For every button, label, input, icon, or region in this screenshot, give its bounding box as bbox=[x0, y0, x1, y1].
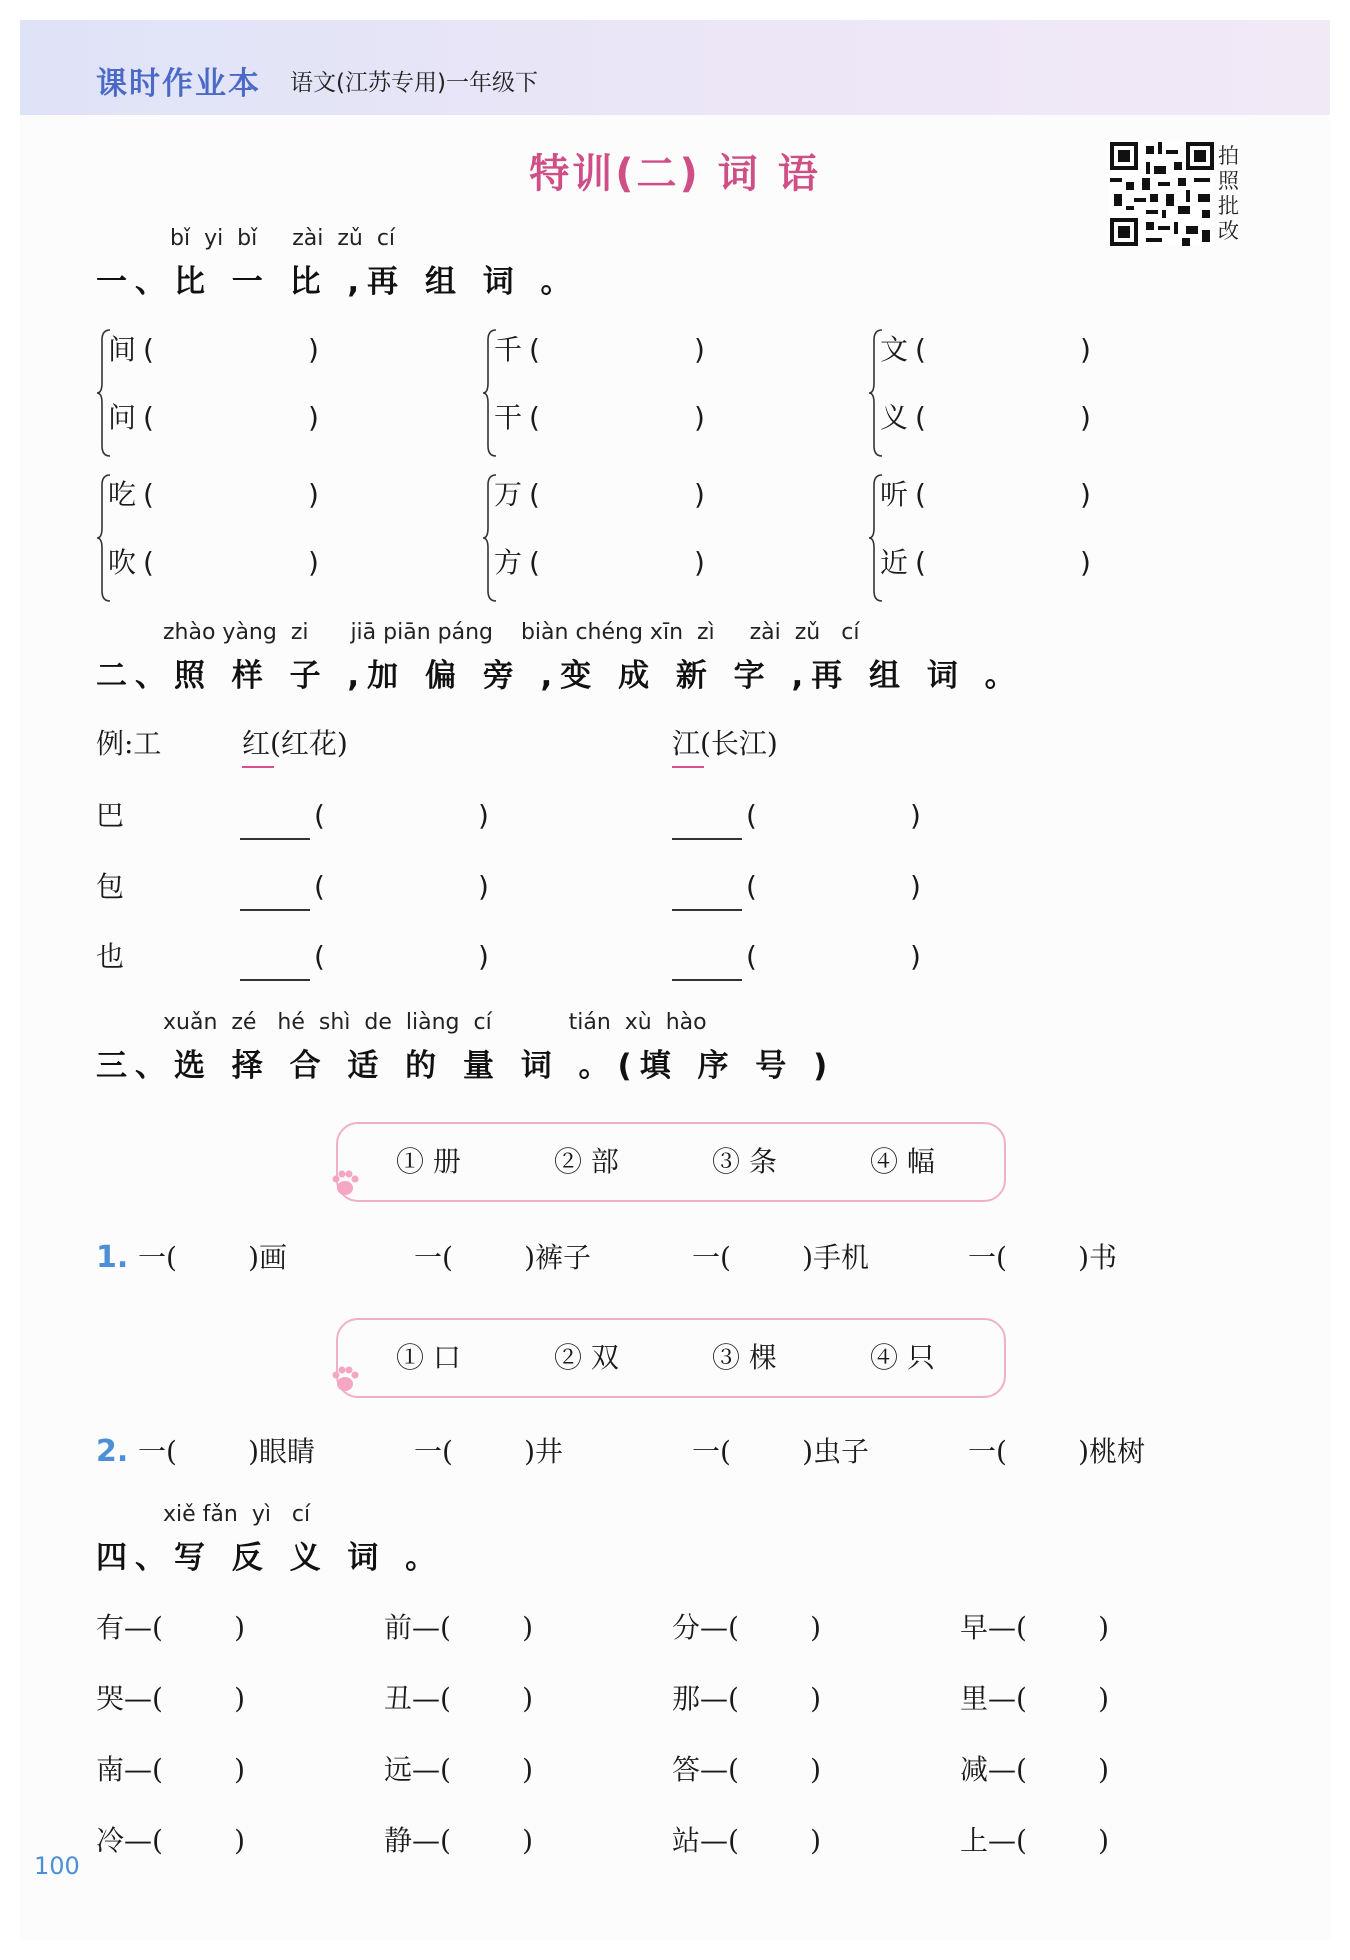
right-paren: ) bbox=[308, 478, 319, 511]
compare-char: 吃 bbox=[108, 478, 137, 511]
compare-line[interactable] bbox=[108, 330, 428, 370]
compare-char: 义 bbox=[880, 401, 909, 434]
qr-code-icon[interactable] bbox=[1110, 142, 1214, 246]
antonym-char: 远 bbox=[384, 1753, 413, 1786]
left-paren: ( bbox=[143, 333, 154, 366]
compare-line[interactable] bbox=[880, 398, 1200, 438]
answer-blank[interactable] bbox=[672, 838, 742, 840]
base-char: 也 bbox=[96, 940, 125, 973]
right-paren: ) bbox=[478, 870, 489, 903]
compare-pair bbox=[482, 473, 812, 603]
options-box-2 bbox=[336, 1318, 1006, 1398]
book-brand: 课时作业本 bbox=[96, 66, 261, 102]
compare-pair bbox=[868, 328, 1198, 458]
right-paren: ) bbox=[308, 546, 319, 579]
antonym-char: 冷 bbox=[96, 1824, 125, 1857]
compare-char: 问 bbox=[108, 401, 137, 434]
right-paren: ) bbox=[910, 799, 921, 832]
left-paren: ( bbox=[915, 333, 926, 366]
right-paren: ) bbox=[1080, 546, 1091, 579]
question-1-item[interactable]: 一( )手机 bbox=[692, 1241, 870, 1274]
question-1-item[interactable]: 一( )画 bbox=[138, 1241, 288, 1274]
right-paren: ) bbox=[694, 401, 705, 434]
left-paren: ( bbox=[746, 940, 757, 973]
antonym-item[interactable] bbox=[672, 1608, 821, 1648]
antonym-blank[interactable]: —( ) bbox=[988, 1824, 1110, 1857]
left-paren: ( bbox=[314, 799, 325, 832]
antonym-item[interactable] bbox=[672, 1750, 821, 1790]
question-1-number: 1. bbox=[96, 1240, 129, 1275]
compare-pair bbox=[96, 473, 426, 603]
compare-char: 干 bbox=[494, 401, 523, 434]
antonym-blank[interactable]: —( ) bbox=[412, 1682, 534, 1715]
antonym-blank[interactable]: —( ) bbox=[124, 1611, 246, 1644]
left-paren: ( bbox=[746, 799, 757, 832]
right-paren: ) bbox=[694, 478, 705, 511]
section2-pinyin: zhào yàng zi jiā piān páng biàn chéng xīn zì zài zǔ cí bbox=[163, 620, 860, 645]
option-1: ① 册 bbox=[396, 1145, 461, 1178]
right-paren: ) bbox=[910, 940, 921, 973]
book-subject: 语文(江苏专用)一年级下 bbox=[290, 70, 538, 96]
antonym-blank[interactable]: —( ) bbox=[988, 1682, 1110, 1715]
compare-char: 万 bbox=[494, 478, 523, 511]
example-word-1: 红(红花) bbox=[242, 727, 348, 760]
antonym-blank[interactable]: —( ) bbox=[700, 1611, 822, 1644]
section1-pinyin: bǐ yi bǐ zài zǔ cí bbox=[170, 226, 396, 251]
base-char: 包 bbox=[96, 870, 125, 903]
antonym-item[interactable] bbox=[384, 1679, 533, 1719]
antonym-char: 丑 bbox=[384, 1682, 413, 1715]
left-paren: ( bbox=[314, 870, 325, 903]
antonym-char: 分 bbox=[672, 1611, 701, 1644]
compare-line[interactable] bbox=[108, 543, 428, 583]
compare-char: 间 bbox=[108, 333, 137, 366]
options-box-1 bbox=[336, 1122, 1006, 1202]
compare-line[interactable] bbox=[880, 330, 1200, 370]
left-paren: ( bbox=[915, 546, 926, 579]
left-paren: ( bbox=[143, 546, 154, 579]
left-paren: ( bbox=[314, 940, 325, 973]
antonym-char: 答 bbox=[672, 1753, 701, 1786]
antonym-item[interactable] bbox=[96, 1608, 245, 1648]
right-paren: ) bbox=[478, 799, 489, 832]
antonym-item[interactable] bbox=[960, 1750, 1109, 1790]
right-paren: ) bbox=[694, 333, 705, 366]
compare-line[interactable] bbox=[494, 543, 814, 583]
option-1: ① 口 bbox=[396, 1341, 461, 1374]
antonym-item[interactable] bbox=[672, 1821, 821, 1861]
compare-pair bbox=[96, 328, 426, 458]
compare-char: 千 bbox=[494, 333, 523, 366]
antonym-char: 南 bbox=[96, 1753, 125, 1786]
antonym-blank[interactable]: —( ) bbox=[700, 1753, 822, 1786]
answer-blank[interactable] bbox=[240, 979, 310, 981]
option-2: ② 部 bbox=[554, 1145, 619, 1178]
right-paren: ) bbox=[478, 940, 489, 973]
antonym-char: 那 bbox=[672, 1682, 701, 1715]
left-paren: ( bbox=[915, 401, 926, 434]
antonym-item[interactable] bbox=[672, 1679, 821, 1719]
compare-char: 方 bbox=[494, 546, 523, 579]
question-2-item[interactable]: 一( )虫子 bbox=[692, 1435, 870, 1468]
antonym-item[interactable] bbox=[960, 1821, 1109, 1861]
antonym-char: 前 bbox=[384, 1611, 413, 1644]
left-paren: ( bbox=[143, 401, 154, 434]
compare-char: 近 bbox=[880, 546, 909, 579]
antonym-char: 上 bbox=[960, 1824, 989, 1857]
antonym-item[interactable] bbox=[960, 1608, 1109, 1648]
antonym-blank[interactable]: —( ) bbox=[124, 1682, 246, 1715]
section4-heading: 四、写 反 义 词 。 bbox=[96, 1540, 445, 1576]
antonym-blank[interactable]: —( ) bbox=[124, 1753, 246, 1786]
antonym-char: 静 bbox=[384, 1824, 413, 1857]
compare-line[interactable] bbox=[108, 475, 428, 515]
example-word-2: 江(长江) bbox=[672, 727, 778, 760]
section4-pinyin: xiě fǎn yì cí bbox=[163, 1502, 311, 1527]
compare-pair bbox=[868, 473, 1198, 603]
answer-blank[interactable] bbox=[672, 909, 742, 911]
section3-pinyin: xuǎn zé hé shì de liàng cí tián xù hào bbox=[163, 1010, 707, 1035]
antonym-item[interactable] bbox=[384, 1608, 533, 1648]
answer-blank[interactable] bbox=[240, 909, 310, 911]
compare-line[interactable] bbox=[880, 475, 1200, 515]
compare-line[interactable] bbox=[494, 330, 814, 370]
antonym-char: 有 bbox=[96, 1611, 125, 1644]
right-paren: ) bbox=[308, 333, 319, 366]
option-2: ② 双 bbox=[554, 1341, 619, 1374]
left-paren: ( bbox=[529, 333, 540, 366]
paw-icon bbox=[330, 1364, 360, 1394]
right-paren: ) bbox=[1080, 478, 1091, 511]
question-2-item[interactable]: 一( )井 bbox=[414, 1435, 564, 1468]
compare-char: 文 bbox=[880, 333, 909, 366]
antonym-item[interactable] bbox=[96, 1750, 245, 1790]
left-paren: ( bbox=[143, 478, 154, 511]
question-2-number: 2. bbox=[96, 1434, 129, 1469]
left-paren: ( bbox=[746, 870, 757, 903]
paw-icon bbox=[330, 1168, 360, 1198]
option-4: ④ 只 bbox=[870, 1341, 935, 1374]
antonym-item[interactable] bbox=[96, 1821, 245, 1861]
antonym-blank[interactable]: —( ) bbox=[988, 1611, 1110, 1644]
antonym-item[interactable] bbox=[96, 1679, 245, 1719]
compare-char: 听 bbox=[880, 478, 909, 511]
option-3: ③ 条 bbox=[712, 1145, 777, 1178]
antonym-blank[interactable]: —( ) bbox=[988, 1753, 1110, 1786]
qr-label: 拍照批改 bbox=[1218, 144, 1239, 243]
compare-line[interactable] bbox=[880, 543, 1200, 583]
answer-blank[interactable] bbox=[672, 979, 742, 981]
antonym-char: 早 bbox=[960, 1611, 989, 1644]
antonym-item[interactable] bbox=[384, 1750, 533, 1790]
left-paren: ( bbox=[529, 478, 540, 511]
example-underline-1 bbox=[242, 766, 274, 768]
antonym-blank[interactable]: —( ) bbox=[700, 1824, 822, 1857]
antonym-char: 哭 bbox=[96, 1682, 125, 1715]
section1-heading: 一、比 一 比 ,再 组 词 。 bbox=[96, 264, 580, 300]
compare-line[interactable] bbox=[494, 475, 814, 515]
question-2-item[interactable]: 一( )眼睛 bbox=[138, 1435, 316, 1468]
right-paren: ) bbox=[694, 546, 705, 579]
example-underline-2 bbox=[672, 766, 704, 768]
right-paren: ) bbox=[308, 401, 319, 434]
section2-heading: 二、照 样 子 ,加 偏 旁 ,变 成 新 字 ,再 组 词 。 bbox=[96, 658, 1024, 694]
antonym-char: 站 bbox=[672, 1824, 701, 1857]
antonym-blank[interactable]: —( ) bbox=[700, 1682, 822, 1715]
antonym-char: 减 bbox=[960, 1753, 989, 1786]
compare-char: 吹 bbox=[108, 546, 137, 579]
question-1-item[interactable]: 一( )裤子 bbox=[414, 1241, 592, 1274]
answer-blank[interactable] bbox=[240, 838, 310, 840]
example-label: 例:工 bbox=[96, 727, 162, 760]
antonym-item[interactable] bbox=[960, 1679, 1109, 1719]
question-2-item[interactable]: 一( )桃树 bbox=[968, 1435, 1146, 1468]
antonym-blank[interactable]: —( ) bbox=[124, 1824, 246, 1857]
antonym-char: 里 bbox=[960, 1682, 989, 1715]
section3-heading: 三、选 择 合 适 的 量 词 。(填 序 号 ) bbox=[96, 1048, 836, 1084]
compare-line[interactable] bbox=[108, 398, 428, 438]
option-4: ④ 幅 bbox=[870, 1145, 935, 1178]
right-paren: ) bbox=[910, 870, 921, 903]
left-paren: ( bbox=[529, 401, 540, 434]
antonym-blank[interactable]: —( ) bbox=[412, 1611, 534, 1644]
antonym-blank[interactable]: —( ) bbox=[412, 1753, 534, 1786]
antonym-blank[interactable]: —( ) bbox=[412, 1824, 534, 1857]
page-title: 特训(二) 词 语 bbox=[529, 151, 821, 197]
right-paren: ) bbox=[1080, 333, 1091, 366]
page-number: 100 bbox=[34, 1852, 80, 1880]
compare-pair bbox=[482, 328, 812, 458]
base-char: 巴 bbox=[96, 799, 125, 832]
option-3: ③ 棵 bbox=[712, 1341, 777, 1374]
left-paren: ( bbox=[915, 478, 926, 511]
question-1-item[interactable]: 一( )书 bbox=[968, 1241, 1118, 1274]
left-paren: ( bbox=[529, 546, 540, 579]
antonym-item[interactable] bbox=[384, 1821, 533, 1861]
right-paren: ) bbox=[1080, 401, 1091, 434]
compare-line[interactable] bbox=[494, 398, 814, 438]
